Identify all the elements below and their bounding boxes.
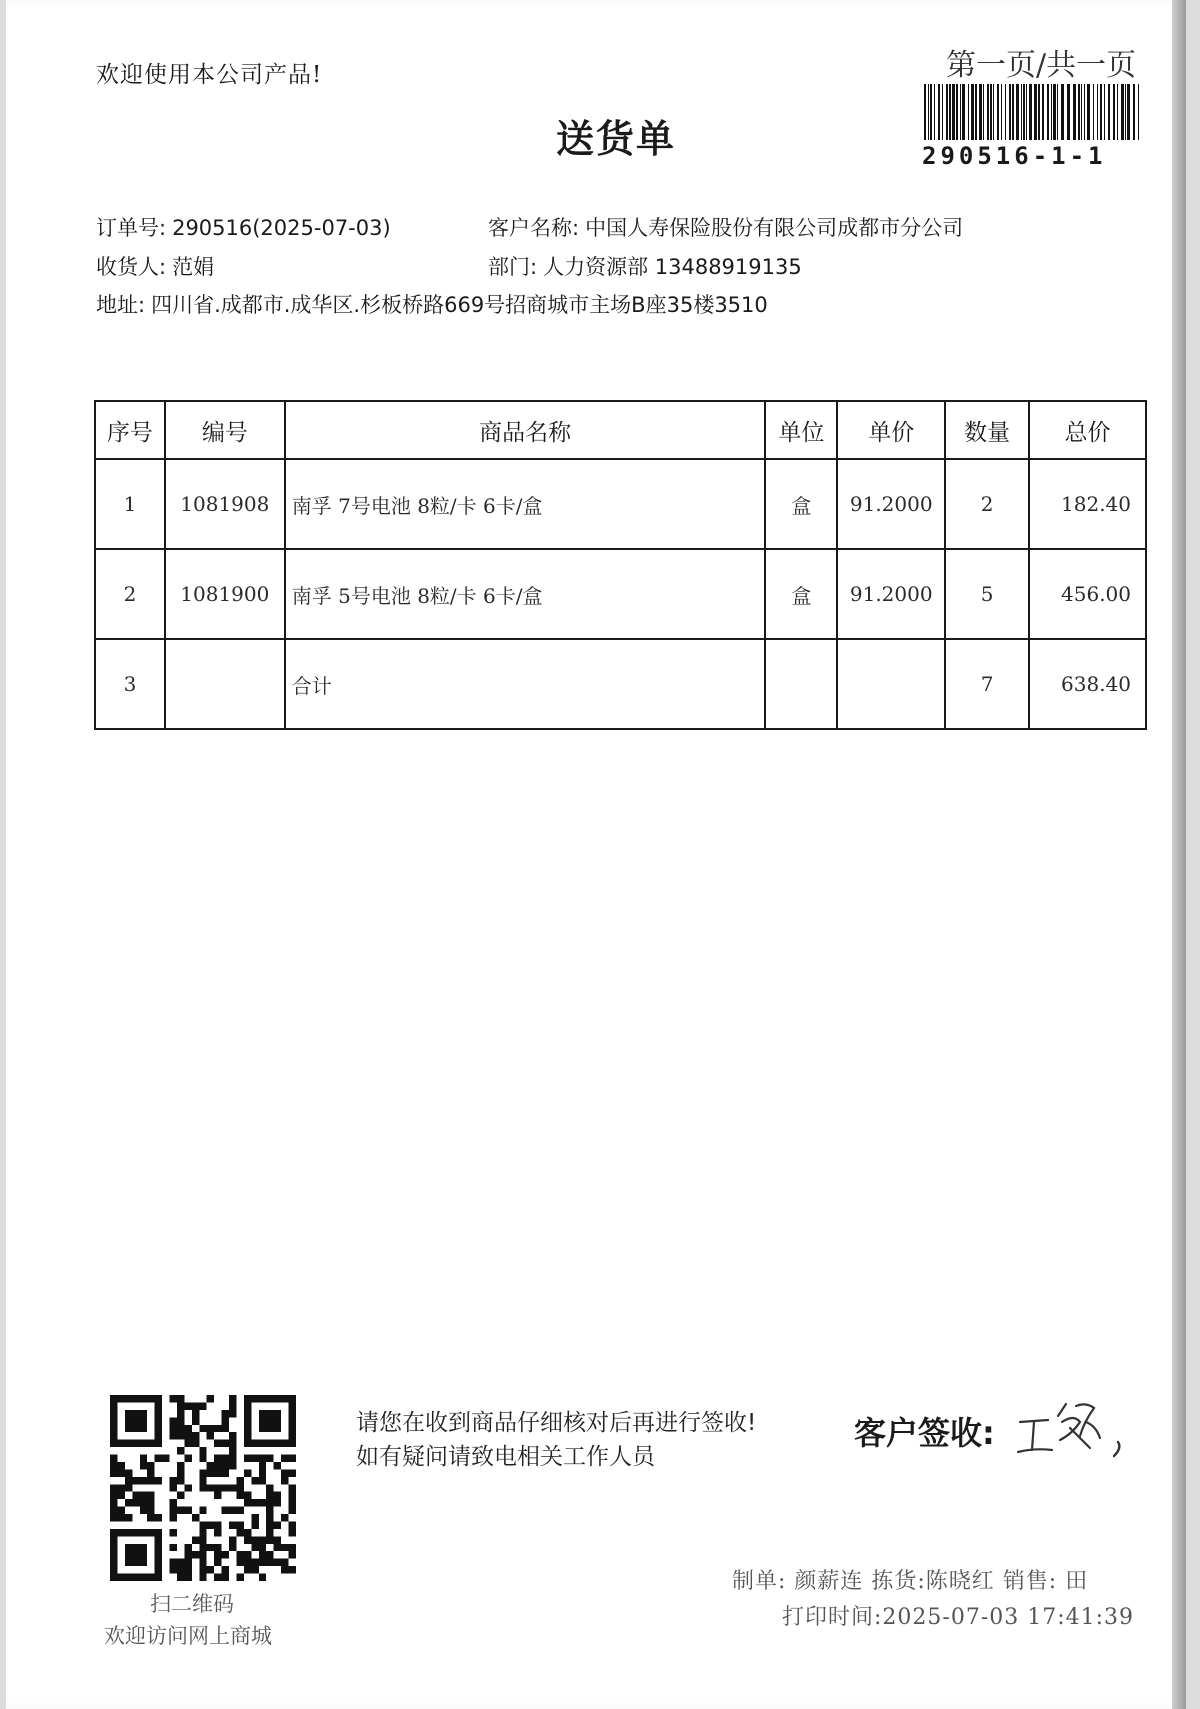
goods-table — [94, 400, 1147, 730]
column-header: 数量 — [945, 401, 1029, 459]
column-header: 总价 — [1029, 401, 1146, 459]
table-row — [95, 459, 1146, 549]
order-number-value: 290516(2025-07-03) — [172, 216, 391, 240]
receiver — [96, 251, 214, 281]
order-number — [96, 212, 391, 242]
cell-code — [165, 639, 285, 729]
qr-caption-scan: 扫二维码 — [150, 1592, 234, 1616]
print-time: 打印时间:2025-07-03 17:41:39 — [782, 1605, 1135, 1630]
column-header: 商品名称 — [285, 401, 766, 459]
handwritten-signature — [1014, 1392, 1134, 1462]
cell-qty: 2 — [945, 459, 1029, 549]
staff-info: 制单: 颜薪连 拣货:陈晓红 销售: 田 — [732, 1569, 1089, 1594]
cell-total: 456.00 — [1029, 549, 1146, 639]
order-number-label: 订单号: — [96, 216, 167, 240]
receiver-label: 收货人: — [96, 255, 167, 279]
inspection-notice: 请您在收到商品仔细核对后再进行签收!如有疑问请致电相关工作人员 — [356, 1410, 757, 1470]
barcode-image — [924, 84, 1142, 140]
page-info: 第一页/共一页 — [946, 48, 1137, 83]
cell-unit: 盒 — [765, 549, 837, 639]
department-value: 人力资源部 13488919135 — [543, 255, 802, 279]
column-header: 单价 — [837, 401, 945, 459]
cell-qty: 5 — [945, 549, 1029, 639]
column-header: 单位 — [765, 401, 837, 459]
table-header-row — [95, 401, 1146, 459]
qr-code-image — [110, 1395, 296, 1581]
welcome-text: 欢迎使用本公司产品! — [96, 62, 323, 88]
cell-seq: 3 — [95, 639, 165, 729]
address-value: 四川省.成都市.成华区.杉板桥路669号招商城市主场B座35楼3510 — [151, 293, 768, 317]
qr-caption-visit: 欢迎访问网上商城 — [104, 1624, 272, 1648]
cell-total: 638.40 — [1029, 639, 1146, 729]
customer-name-value: 中国人寿保险股份有限公司成都市分公司 — [585, 216, 964, 240]
cell-code: 1081900 — [165, 549, 285, 639]
column-header: 序号 — [95, 401, 165, 459]
cell-price: 91.2000 — [837, 549, 945, 639]
customer-name — [488, 212, 963, 242]
cell-seq: 1 — [95, 459, 165, 549]
cell-name: 南孚 5号电池 8粒/卡 6卡/盒 — [285, 549, 766, 639]
cell-total: 182.40 — [1029, 459, 1146, 549]
receiver-value: 范娟 — [172, 255, 215, 279]
cell-price — [837, 639, 945, 729]
document-title: 送货单 — [555, 117, 676, 161]
department-label: 部门: — [488, 255, 538, 279]
table-row-total — [95, 639, 1146, 729]
cell-unit — [765, 639, 837, 729]
cell-name: 南孚 7号电池 8粒/卡 6卡/盒 — [285, 459, 766, 549]
customer-sign-label: 客户签收: — [854, 1414, 995, 1452]
cell-name: 合计 — [285, 639, 766, 729]
customer-name-label: 客户名称: — [488, 216, 580, 240]
cell-qty: 7 — [945, 639, 1029, 729]
barcode-number: 290516-1-1 — [922, 142, 1107, 170]
department — [488, 251, 802, 281]
cell-unit: 盒 — [765, 459, 837, 549]
address — [96, 289, 768, 319]
column-header: 编号 — [165, 401, 285, 459]
address-label: 地址: — [96, 293, 146, 317]
cell-seq: 2 — [95, 549, 165, 639]
cell-code: 1081908 — [165, 459, 285, 549]
table-row — [95, 549, 1146, 639]
delivery-note — [6, 0, 1186, 1709]
paper-edge — [1172, 0, 1186, 1709]
cell-price: 91.2000 — [837, 459, 945, 549]
